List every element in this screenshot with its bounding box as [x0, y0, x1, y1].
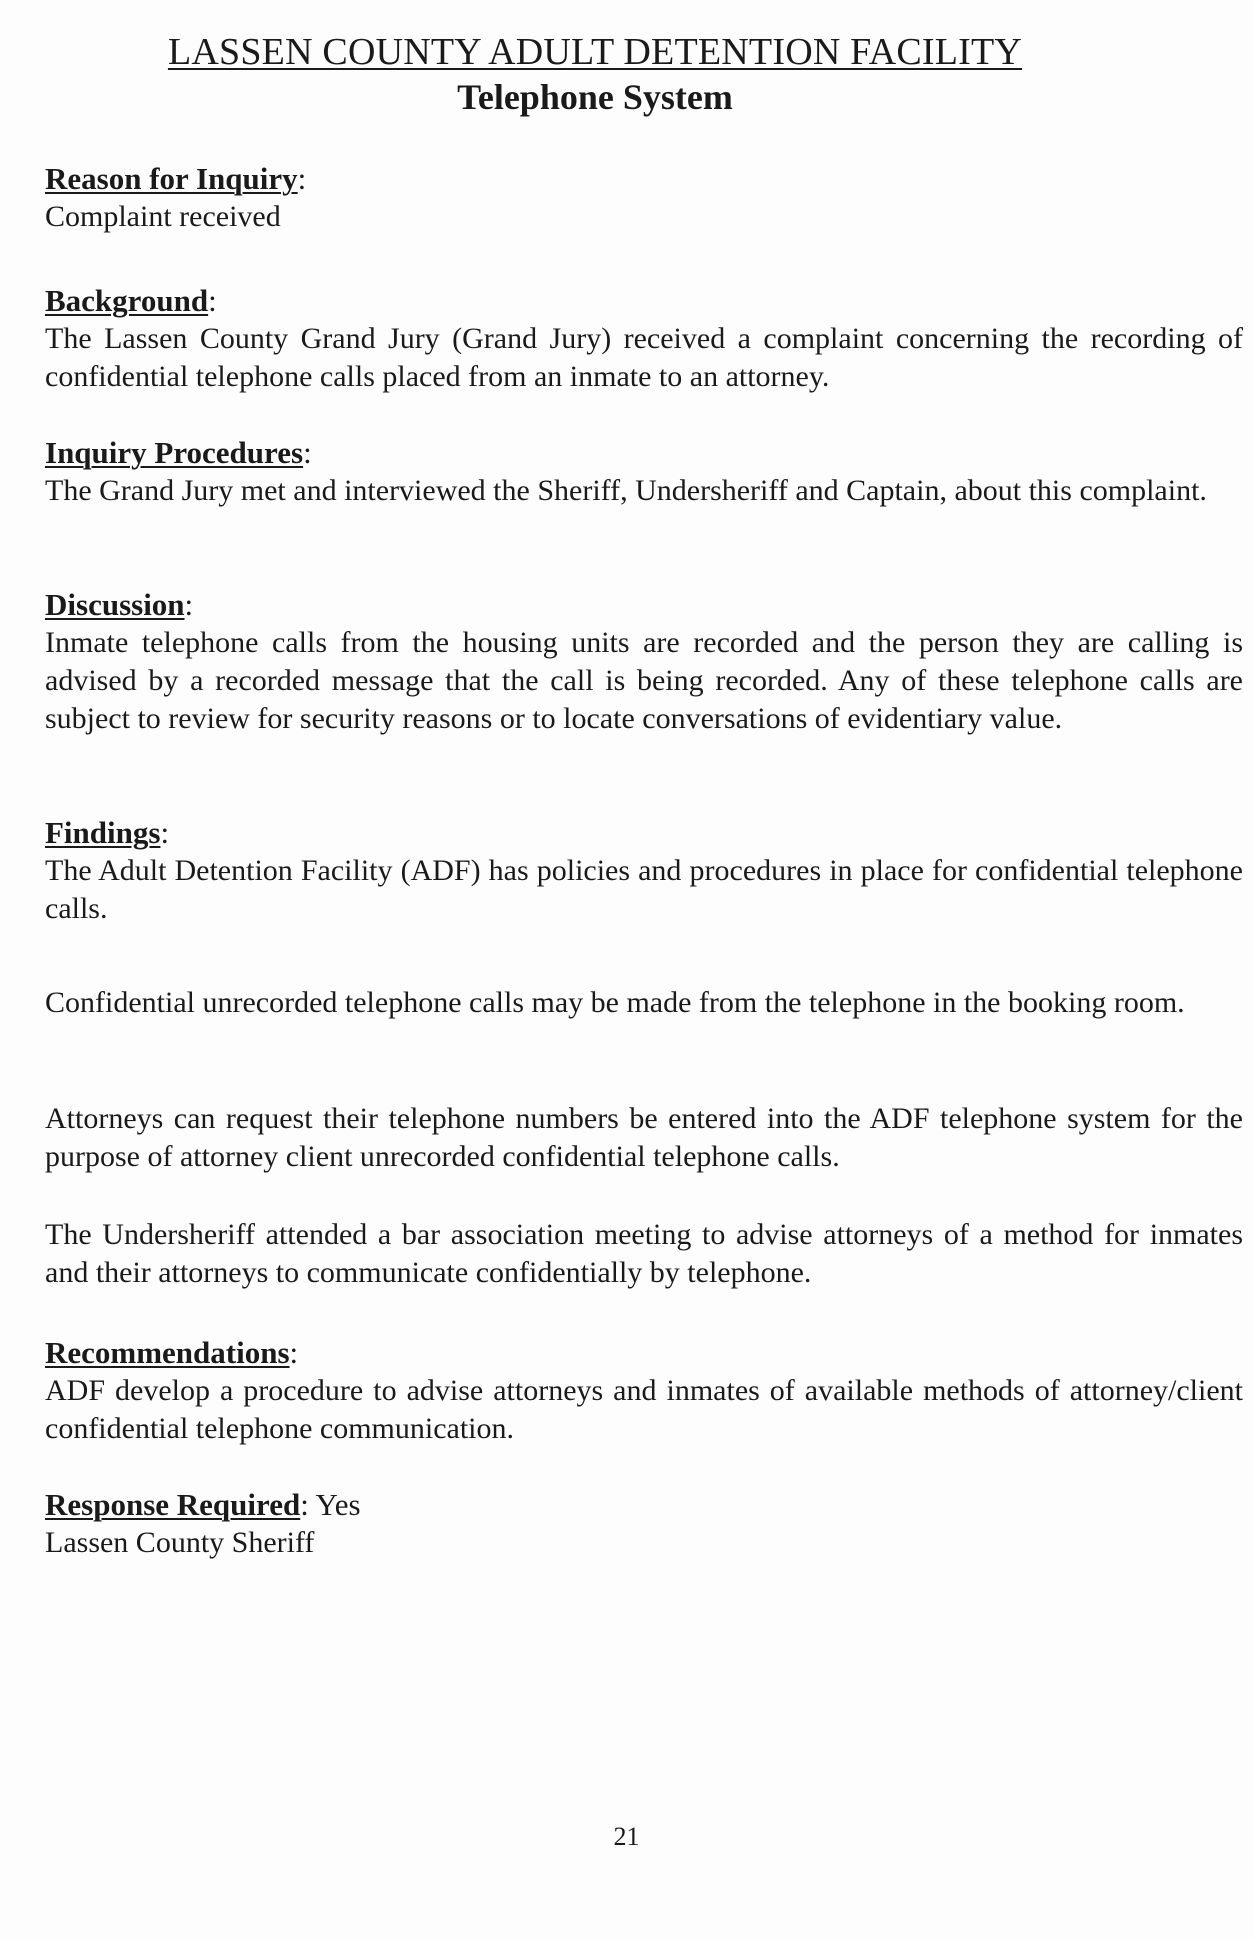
- section-heading-text: Inquiry Procedures: [45, 435, 304, 470]
- findings-paragraph-block: [45, 1100, 1243, 1176]
- section-heading-text: Findings: [45, 815, 161, 850]
- findings-paragraph: The Adult Detention Facility (ADF) has policies and procedures in place for confidential telephone calls.: [45, 854, 1243, 925]
- section-recommendations: [45, 1334, 1243, 1448]
- section-response-required: [45, 1486, 1243, 1562]
- section-heading-text: Background: [45, 283, 209, 318]
- findings-paragraph: Attorneys can request their telephone numbers be entered into the ADF telephone system for the purpose of attorney client unrecorded confidential telephone calls.: [45, 1102, 1243, 1173]
- section-findings: [45, 814, 1243, 928]
- section-body: The Grand Jury met and interviewed the Sheriff, Undersheriff and Captain, about this complaint.: [45, 474, 1207, 507]
- responder-name: Lassen County Sheriff: [45, 1526, 315, 1559]
- section-body: Complaint received: [45, 200, 281, 233]
- section-body: The Lassen County Grand Jury (Grand Jury) received a complaint concerning the recording of confidential telephone calls placed from an inmate to an attorney.: [45, 322, 1243, 393]
- section-reason-for-inquiry: [45, 160, 1243, 236]
- page-number: 21: [613, 1822, 640, 1851]
- section-heading: Inquiry Procedures:: [45, 435, 312, 470]
- section-heading: Response Required: Yes: [45, 1487, 361, 1522]
- section-heading-text: Response Required: [45, 1487, 301, 1522]
- document-subtitle: Telephone System: [457, 77, 733, 117]
- findings-paragraph: The Undersheriff attended a bar association meeting to advise attorneys of a method for inmates and their attorneys to communicate confidentially by telephone.: [45, 1218, 1243, 1289]
- section-heading-text: Discussion: [45, 587, 185, 622]
- section-heading: Reason for Inquiry:: [45, 161, 307, 196]
- section-heading: Discussion:: [45, 587, 194, 622]
- document-title: [45, 30, 1145, 74]
- document-title-text: LASSEN COUNTY ADULT DETENTION FACILITY: [167, 31, 1023, 73]
- findings-paragraph-block: [45, 1216, 1243, 1292]
- section-inquiry-procedures: [45, 434, 1243, 510]
- section-body: ADF develop a procedure to advise attorneys and inmates of available methods of attorney/client confidential telephone communication.: [45, 1374, 1243, 1445]
- findings-paragraph: Confidential unrecorded telephone calls may be made from the telephone in the booking room.: [45, 986, 1185, 1019]
- section-heading: Recommendations:: [45, 1335, 299, 1370]
- section-body: Inmate telephone calls from the housing units are recorded and the person they are calling is advised by a recorded message that the call is being recorded. Any of these telephone calls are subject to review for security reasons or to locate conversations of evidentiary value.: [45, 626, 1243, 735]
- section-heading: Background:: [45, 283, 217, 318]
- section-discussion: [45, 586, 1243, 738]
- findings-paragraph-block: [45, 984, 1243, 1022]
- section-heading-text: Recommendations: [45, 1335, 290, 1370]
- section-heading: Findings:: [45, 815, 170, 850]
- response-required-value: Yes: [315, 1487, 361, 1522]
- section-heading-text: Reason for Inquiry: [45, 161, 298, 196]
- section-background: [45, 282, 1243, 396]
